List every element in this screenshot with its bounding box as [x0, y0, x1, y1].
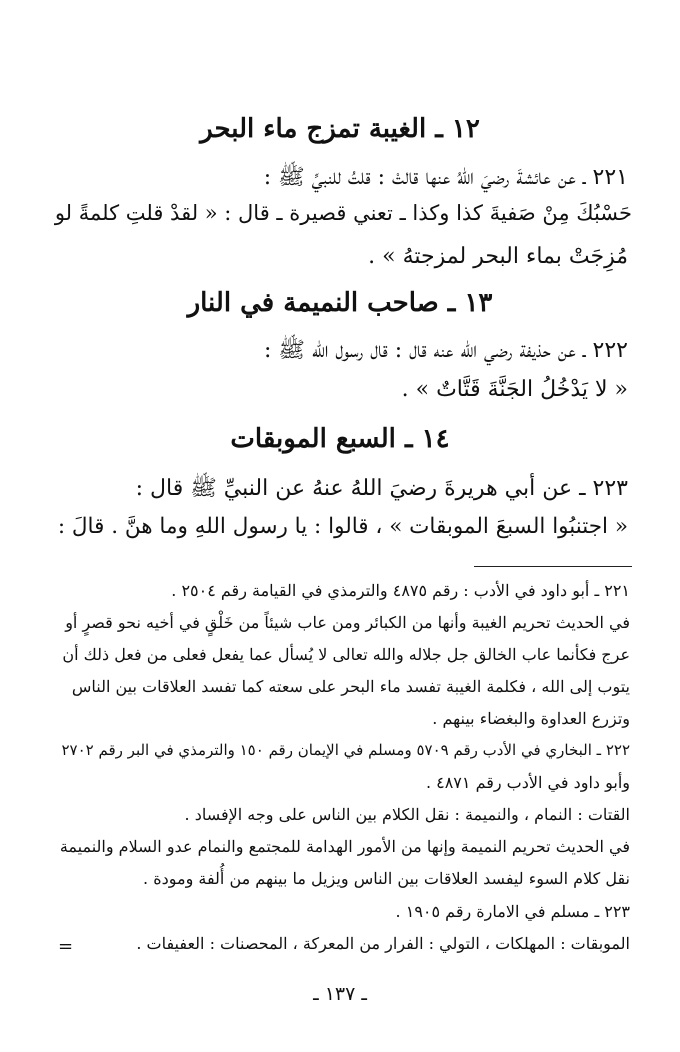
footnote-line: عرج فكأنما عاب الخالق جل جلاله والله تعالى لا يُسأل عما يفعل فعلى من فعل ذلك أن: [62, 645, 630, 664]
footnote-line: الموبقات : المهلكات ، التولي : الفرار من المعركة ، المحصنات : العفيفات .: [136, 934, 630, 953]
footnote-line: وتزرع العداوة والبغضاء بينهم .: [432, 709, 630, 728]
footnote-line: في الحديث تحريم النميمة وإنها من الأمور الهدامة للمجتمع والنمام عدو السلام والنميمة: [59, 837, 630, 856]
footnote-line: ٢٢٢ ـ البخاري في الأدب رقم ٥٧٠٩ ومسلم في الإيمان رقم ١٥٠ والترمذي في البر رقم ٢٧٠٢: [61, 741, 630, 759]
section-heading-12: ١٢ ـ الغيبة تمزج ماء البحر: [200, 114, 480, 144]
hadith-221-line-1: ٢٢١ ـ عن عائشةَ رضيَ اللهُ عنها قالتْ : قلتُ للنبيِّ ﷺ :: [263, 165, 628, 190]
footnote-line: وأبو داود في الأدب رقم ٤٨٧١ .: [425, 773, 630, 792]
continuation-mark: =: [58, 936, 74, 957]
hadith-221-line-3: مُزِجَتْ بماء البحر لمزجتهُ » .: [368, 244, 628, 269]
hadith-223-line-2: « اجتنبُوا السبعَ الموبقات » ، قالوا : يا رسول اللهِ وما هنَّ . قالَ :: [57, 514, 628, 539]
hadith-221-line-2: حَسْبُكَ مِنْ صَفيةَ كذا وكذا ـ تعني قصيرة ـ قال : « لقدْ قلتِ كلمةً لو: [54, 201, 632, 225]
footnote-line: يتوب إلى الله ، فكلمة الغيبة تفسد ماء البحر على سعته كما تفسد العلاقات بين الناس: [71, 677, 630, 696]
hadith-222-line-2: « لا يَدْخُلُ الجَنَّةَ قَتَّاتٌ » .: [401, 377, 628, 402]
footnote-line: في الحديث تحريم الغيبة وأنها من الكبائر ومن عاب شيئاً من خَلْقٍ في أخيه نحو قصرٍ أو: [65, 613, 630, 632]
hadith-223-line-1: ٢٢٣ ـ عن أبي هريرةَ رضيَ اللهُ عنهُ عن النبيِّ ﷺ قال :: [135, 476, 628, 501]
footnote-line: القتات : النمام ، والنميمة : نقل الكلام بين الناس على وجه الإفساد .: [184, 805, 630, 824]
footnote-separator: [474, 566, 632, 567]
footnote-line: نقل كلام السوء ليفسد العلاقات بين الناس ويزيل ما بينهم من أُلفة ومودة .: [143, 869, 630, 888]
footnote-line: ٢٢١ ـ أبو داود في الأدب : رقم ٤٨٧٥ والترمذي في القيامة رقم ٢٥٠٤ .: [171, 581, 630, 600]
section-heading-13: ١٣ ـ صاحب النميمة في النار: [187, 288, 493, 318]
footnote-line: ٢٢٣ ـ مسلم في الامارة رقم ١٩٠٥ .: [395, 902, 630, 921]
page-number: ـ ١٣٧ ـ: [313, 983, 367, 1005]
hadith-222-line-1: ٢٢٢ ـ عن حذيفة رضي الله عنه قال : قال رسول الله ﷺ :: [264, 338, 628, 363]
section-heading-14: ١٤ ـ السبع الموبقات: [230, 424, 450, 454]
